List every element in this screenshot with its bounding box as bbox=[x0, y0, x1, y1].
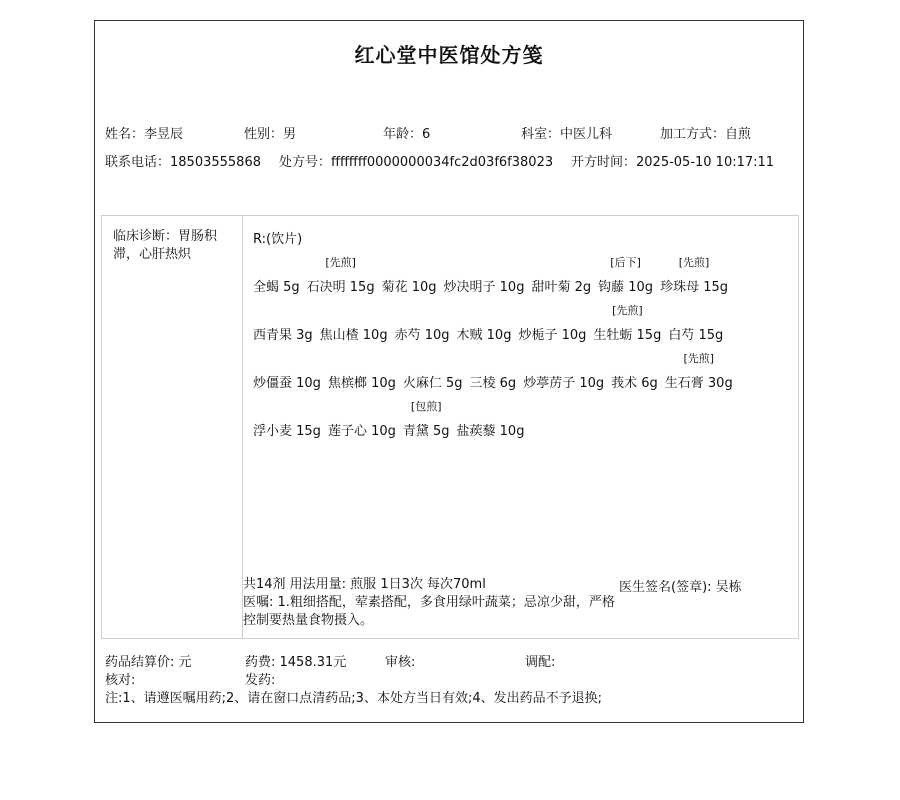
patient-name: 姓名：李昱辰 bbox=[105, 127, 184, 142]
herb-decoction-note: [先煎] bbox=[325, 256, 356, 269]
herb-item bbox=[611, 372, 658, 391]
usage-summary bbox=[243, 576, 623, 630]
herb-item bbox=[328, 372, 396, 391]
herb-decoction-note: [先煎] bbox=[683, 352, 715, 365]
medical-advice: 医嘱: 1.粗细搭配，荤素搭配，多食用绿叶蔬菜；忌凉少甜，严格控制要热量食物摄入。 bbox=[243, 595, 615, 628]
herb-decoction-note: [包煎] bbox=[410, 400, 442, 413]
page-title: 红心堂中医馆处方笺 bbox=[354, 43, 544, 67]
herb-name: 甜叶菊 2g bbox=[531, 280, 592, 295]
prescription-body bbox=[101, 215, 799, 639]
rx-label: R:(饮片) bbox=[253, 232, 303, 247]
herb-name: 全蝎 5g bbox=[253, 280, 300, 295]
patient-gender: 性别：男 bbox=[244, 127, 297, 142]
drug-fee: 药费: 1458.31元 bbox=[245, 655, 347, 670]
herb-item bbox=[395, 324, 450, 343]
herb-name: 三棱 6g bbox=[469, 376, 517, 391]
processing-method: 加工方式：自煎 bbox=[660, 127, 752, 142]
herb-name: 炒僵蚕 10g bbox=[253, 376, 321, 391]
herb-item bbox=[320, 324, 388, 343]
herb-item bbox=[382, 276, 437, 295]
herb-row bbox=[253, 400, 531, 439]
herb-item bbox=[470, 372, 517, 391]
herb-name: 木贼 10g bbox=[456, 328, 512, 343]
herb-name: 浮小麦 15g bbox=[253, 424, 321, 439]
settle-price: 药品结算价: 元 bbox=[105, 655, 192, 670]
herb-item bbox=[598, 256, 654, 295]
herb-item bbox=[518, 324, 586, 343]
herb-name: 炒栀子 10g bbox=[518, 328, 587, 343]
patient-phone: 联系电话：18503555868 bbox=[105, 155, 261, 170]
herb-name: 盐蒺藜 10g bbox=[456, 424, 525, 439]
herb-name: 焦山楂 10g bbox=[319, 328, 388, 343]
herb-name: 火麻仁 5g bbox=[402, 376, 463, 391]
herb-decoction-note: [后下] bbox=[610, 256, 641, 269]
usage-dosage: 共14剂 用法用量: 煎服 1日3次 每次70ml bbox=[243, 577, 486, 592]
prescription-sheet bbox=[94, 20, 804, 723]
herb-name: 赤芍 10g bbox=[394, 328, 450, 343]
herb-row bbox=[253, 256, 735, 295]
prescription-time: 开方时间：2025-05-10 10:17:11 bbox=[571, 155, 775, 170]
doctor-signature: 医生签名(签章): 吴栋 bbox=[619, 580, 742, 595]
herb-item bbox=[253, 276, 300, 295]
herb-name: 炒葶苈子 10g bbox=[523, 376, 605, 391]
herb-name: 青黛 5g bbox=[402, 424, 450, 439]
herb-name: 菊花 10g bbox=[381, 280, 437, 295]
herb-name: 莲子心 10g bbox=[327, 424, 396, 439]
herb-name: 白芍 15g bbox=[668, 328, 724, 343]
herb-item bbox=[306, 256, 375, 295]
prescription-number: 处方号：ffffffff0000000034fc2d03f6f38023 bbox=[279, 155, 554, 170]
herb-item bbox=[253, 324, 313, 343]
patient-department: 科室：中医儿科 bbox=[521, 127, 613, 142]
check-label: 核对: bbox=[105, 673, 136, 688]
issue-label: 发药: bbox=[245, 673, 276, 688]
herb-item bbox=[664, 352, 733, 391]
herb-item bbox=[253, 372, 321, 391]
herb-row bbox=[253, 304, 730, 343]
patient-age: 年龄：6 bbox=[383, 127, 431, 142]
herb-name: 西青果 3g bbox=[253, 328, 313, 343]
herb-name: 炒决明子 10g bbox=[443, 280, 525, 295]
herb-name: 莪术 6g bbox=[611, 376, 658, 391]
herb-name: 钩藤 10g bbox=[598, 280, 654, 295]
dispense-prep-label: 调配: bbox=[525, 655, 556, 670]
herb-item bbox=[328, 420, 396, 439]
herb-item bbox=[531, 276, 591, 295]
herb-name: 珍珠母 15g bbox=[660, 280, 728, 295]
herb-item bbox=[523, 372, 604, 391]
herb-item bbox=[253, 420, 321, 439]
herb-item bbox=[668, 324, 723, 343]
herb-item bbox=[403, 372, 463, 391]
herb-decoction-note: [先煎] bbox=[612, 304, 643, 317]
herb-name: 焦槟榔 10g bbox=[327, 376, 396, 391]
review-label: 审核: bbox=[385, 655, 416, 670]
herb-name: 石决明 15g bbox=[306, 280, 375, 295]
herb-name: 生牡蛎 15g bbox=[593, 328, 662, 343]
herb-item bbox=[457, 324, 512, 343]
column-divider bbox=[242, 216, 243, 638]
herb-row bbox=[253, 352, 740, 391]
herb-name: 生石膏 30g bbox=[664, 376, 733, 391]
herb-item bbox=[457, 420, 525, 439]
herb-decoction-note: [先煎] bbox=[678, 256, 710, 269]
herb-item bbox=[444, 276, 525, 295]
clinical-diagnosis: 临床诊断：胃肠积滞，心肝热炽 bbox=[113, 229, 218, 262]
herb-item bbox=[660, 256, 728, 295]
footer-note: 注:1、请遵医嘱用药;2、请在窗口点清药品;3、本处方当日有效;4、发出药品不予退换; bbox=[105, 691, 602, 706]
herb-item bbox=[593, 304, 662, 343]
herb-item bbox=[402, 400, 450, 439]
